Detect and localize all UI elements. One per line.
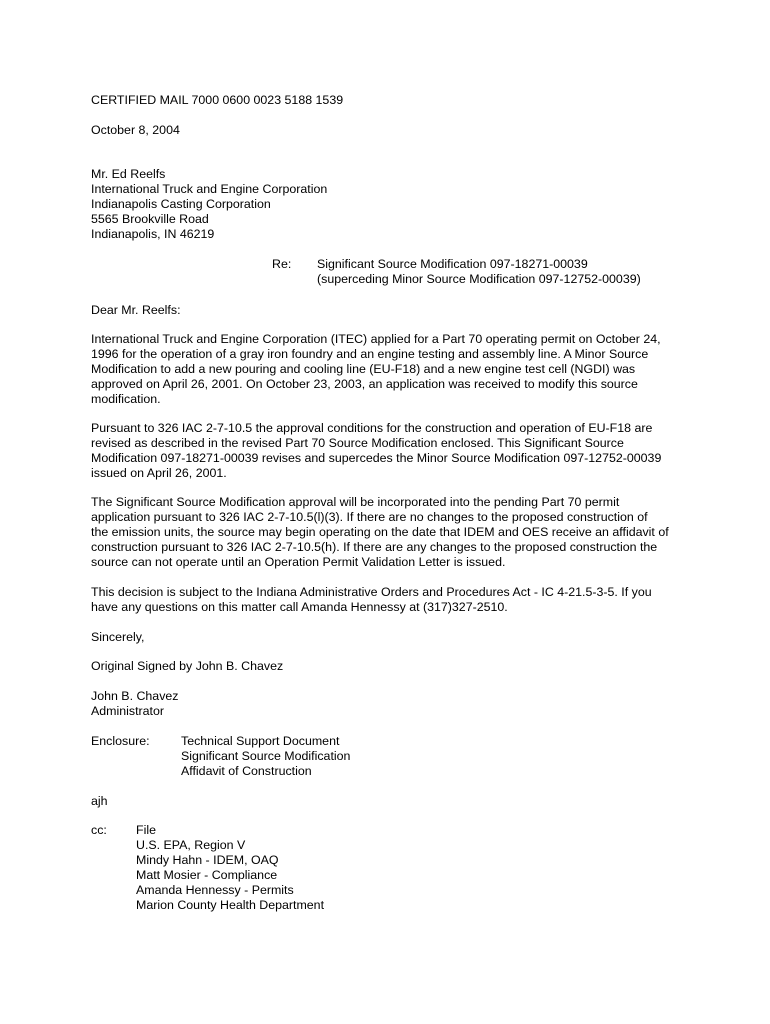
letter-date: October 8, 2004 <box>91 123 180 137</box>
re-line-2: (superceding Minor Source Modification 097-12752-00039) <box>317 272 641 286</box>
recipient-address <box>91 167 691 242</box>
recipient-line: Indianapolis, IN 46219 <box>91 227 215 241</box>
body-paragraph <box>91 495 691 570</box>
paragraph-line: approved on April 26, 2001. On October 23, 2003, an application was received to modify this source <box>91 377 638 391</box>
paragraph-line: modification. <box>91 392 161 406</box>
enclosure-label: Enclosure: <box>91 734 150 748</box>
paragraph-line: construction pursuant to 326 IAC 2-7-10.5(h). If there are any changes to the proposed construction the <box>91 540 658 554</box>
signer-name: John B. Chavez <box>91 689 179 703</box>
paragraph-line: revised as described in the revised Part 70 Source Modification enclosed. This Significant Source <box>91 436 624 450</box>
re-line-1: Significant Source Modification 097-18271-00039 <box>317 257 588 271</box>
recipient-line: Mr. Ed Reelfs <box>91 167 166 181</box>
recipient-line: International Truck and Engine Corporation <box>91 182 328 196</box>
paragraph-line: The Significant Source Modification approval will be incorporated into the pending Part 70 permit <box>91 495 620 509</box>
paragraph-line: 1996 for the operation of a gray iron foundry and an engine testing and assembly line. A Minor Source <box>91 347 649 361</box>
cc-item: Mindy Hahn - IDEM, OAQ <box>136 853 279 867</box>
cc-item: U.S. EPA, Region V <box>136 838 246 852</box>
typist-initials: ajh <box>91 794 108 808</box>
paragraph-line: Modification 097-18271-00039 revises and supercedes the Minor Source Modification 097-12752-00039 <box>91 451 662 465</box>
body-paragraph <box>91 585 691 615</box>
paragraph-line: source can not operate until an Operation Permit Validation Letter is issued. <box>91 555 506 569</box>
cc-item: Amanda Hennessy - Permits <box>136 883 294 897</box>
paragraph-line: application pursuant to 326 IAC 2-7-10.5(l)(3). If there are no changes to the proposed construction of <box>91 510 648 524</box>
paragraph-line: the emission units, the source may begin operating on the date that IDEM and OES receive an affidavit of <box>91 525 669 539</box>
paragraph-line: This decision is subject to the Indiana Administrative Orders and Procedures Act - IC 4-21.5-3-5. If you <box>91 585 652 599</box>
paragraph-line: issued on April 26, 2001. <box>91 466 227 480</box>
original-signed-note: Original Signed by John B. Chavez <box>91 659 284 673</box>
certified-mail-number: CERTIFIED MAIL 7000 0600 0023 5188 1539 <box>91 93 344 107</box>
signer-title: Administrator <box>91 704 164 718</box>
enclosure-list <box>181 734 350 779</box>
recipient-line: 5565 Brookville Road <box>91 212 209 226</box>
paragraph-line: Pursuant to 326 IAC 2-7-10.5 the approval conditions for the construction and operation of EU-F18 are <box>91 421 653 435</box>
signature-block <box>91 689 691 719</box>
paragraph-line: have any questions on this matter call Amanda Hennessy at (317)327-2510. <box>91 600 508 614</box>
paragraph-line: Modification to add a new pouring and cooling line (EU-F18) and a new engine test cell (NGDI) was <box>91 362 636 376</box>
enclosure-item: Significant Source Modification <box>181 749 351 763</box>
salutation: Dear Mr. Reelfs: <box>91 303 181 317</box>
re-label: Re: <box>272 257 292 271</box>
recipient-line: Indianapolis Casting Corporation <box>91 197 271 211</box>
body-paragraph <box>91 332 691 407</box>
cc-item: Matt Mosier - Compliance <box>136 868 278 882</box>
body-paragraph <box>91 421 691 481</box>
enclosure-item: Affidavit of Construction <box>181 764 312 778</box>
paragraph-line: International Truck and Engine Corporation (ITEC) applied for a Part 70 operating permit on October 24, <box>91 332 661 346</box>
cc-item: Marion County Health Department <box>136 898 325 912</box>
cc-list <box>136 823 324 913</box>
enclosure-item: Technical Support Document <box>181 734 340 748</box>
closing: Sincerely, <box>91 630 145 644</box>
cc-label: cc: <box>91 823 107 837</box>
cc-item: File <box>136 823 156 837</box>
